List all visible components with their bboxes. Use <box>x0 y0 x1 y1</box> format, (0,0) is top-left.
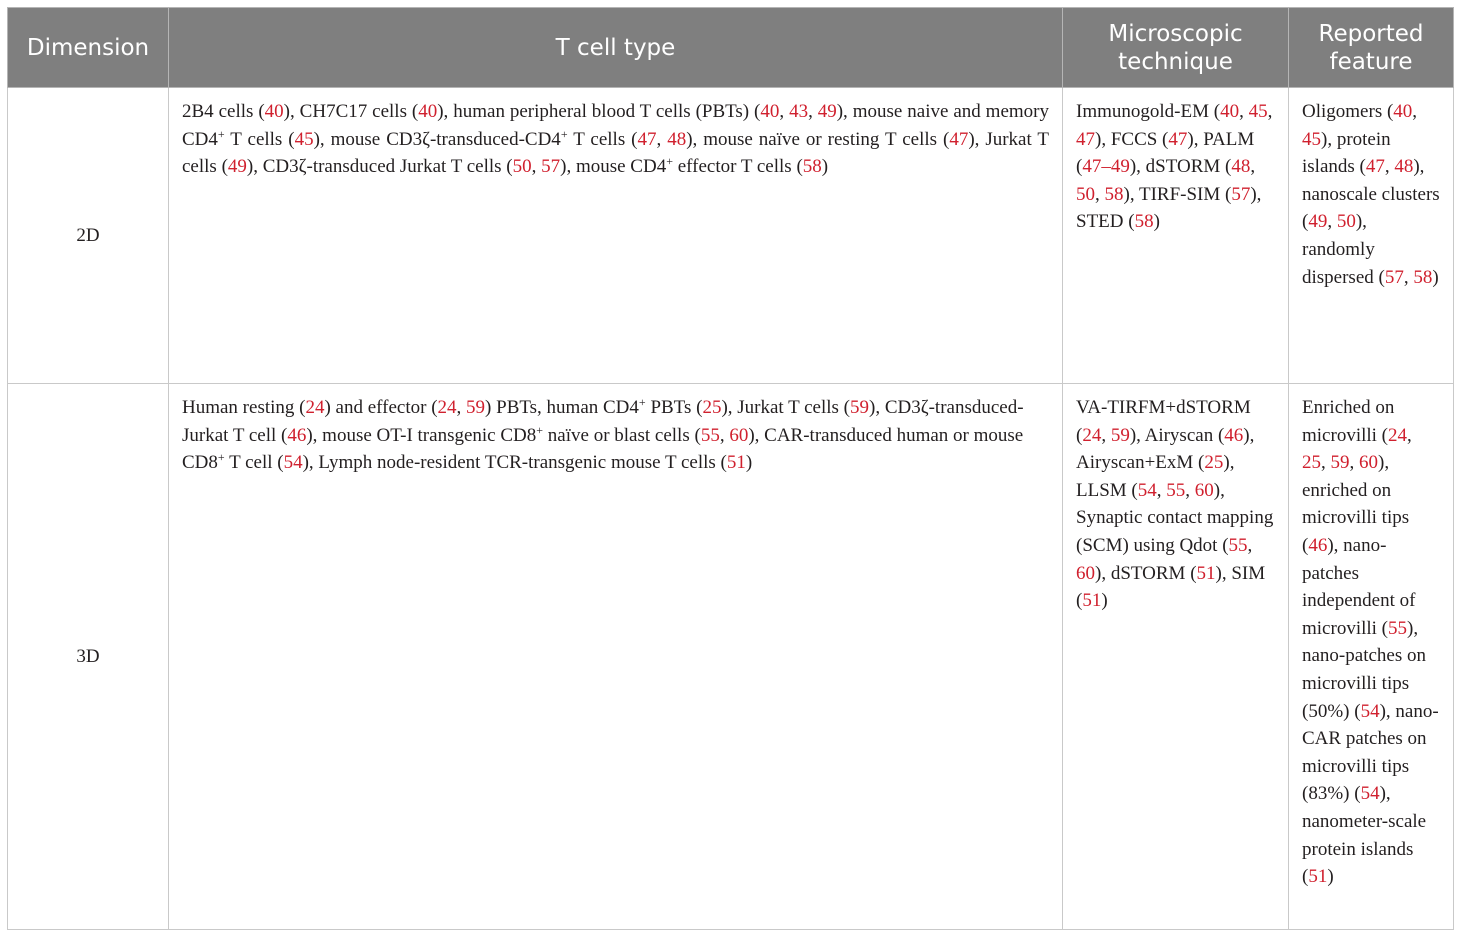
reference-link[interactable]: 57 <box>1231 183 1251 205</box>
reference-link[interactable]: 51 <box>1308 866 1328 888</box>
reference-link[interactable]: 59 <box>466 397 486 418</box>
reference-link[interactable]: 57 <box>1384 266 1404 288</box>
reference-link[interactable]: 45 <box>294 128 314 150</box>
reference-link[interactable]: 47 <box>949 128 969 150</box>
reference-link[interactable]: 47 <box>1168 128 1188 150</box>
superscript: + <box>217 126 225 141</box>
reference-link[interactable]: 49 <box>227 156 247 178</box>
reference-link[interactable]: 49 <box>1308 211 1328 233</box>
feature-cell: Enriched on microvilli (24, 25, 59, 60), enriched on microvilli tips (46), nano-patches independent of microvilli (55), nano-patches on microvilli tips (50%) (54), nano-CAR patches on microvilli tips (83%) (54), nanometer-scale protein islands (51) <box>1289 384 1454 930</box>
t-cell-type-cell: Human resting (24) and effector (24, 59) PBTs, human CD4+ PBTs (25), Jurkat T cells (59), CD3ζ-transduced-Jurkat T cell (46), mouse OT-I transgenic CD8+ naïve or blast cells (55, 60), CAR-transduced human or mouse CD8+ T cell (54), Lymph node-resident TCR-transgenic mouse T cells (51) <box>169 384 1063 930</box>
reference-link[interactable]: 25 <box>1302 452 1321 474</box>
header-reported-feature: Reported feature <box>1289 8 1454 88</box>
superscript: + <box>560 126 568 141</box>
reference-link[interactable]: 24 <box>1388 424 1408 446</box>
reference-link[interactable]: 55 <box>1228 534 1248 556</box>
reference-link[interactable]: 43 <box>789 101 809 122</box>
reference-link[interactable]: 40 <box>418 101 438 122</box>
reference-link[interactable]: 24 <box>305 397 325 418</box>
reference-link[interactable]: 40 <box>1220 101 1240 122</box>
reference-link[interactable]: 49 <box>817 101 837 122</box>
technique-cell: Immunogold-EM (40, 45, 47), FCCS (47), PALM (47–49), dSTORM (48, 50, 58), TIRF-SIM (57), STED (58) <box>1063 88 1289 384</box>
reference-link[interactable]: 55 <box>700 424 720 446</box>
table-row <box>8 88 1454 384</box>
reference-link[interactable]: 60 <box>729 424 749 446</box>
reference-link[interactable]: 24 <box>1082 424 1102 446</box>
reference-link[interactable]: 48 <box>1394 156 1414 178</box>
header-microscopic-technique: Microscopic technique <box>1063 8 1289 88</box>
reference-link[interactable]: 51 <box>726 452 746 474</box>
reference-link[interactable]: 46 <box>1308 534 1328 556</box>
reference-link[interactable]: 40 <box>760 101 780 122</box>
reference-link[interactable]: 51 <box>1196 562 1216 584</box>
reference-link[interactable]: 54 <box>1360 700 1380 722</box>
reference-link[interactable]: 50 <box>1076 183 1095 205</box>
superscript: + <box>638 394 646 409</box>
reference-link[interactable]: 47 <box>637 128 657 150</box>
reference-link[interactable]: 50 <box>512 156 532 178</box>
reference-link[interactable]: 55 <box>1388 617 1408 639</box>
superscript: + <box>536 422 544 437</box>
reference-link[interactable]: 60 <box>1076 562 1095 584</box>
reference-link[interactable]: 60 <box>1194 479 1214 501</box>
reference-link[interactable]: 45 <box>1302 128 1321 150</box>
superscript: + <box>217 450 225 464</box>
header-t-cell-type: T cell type <box>169 8 1063 88</box>
reference-link[interactable]: 25 <box>702 397 722 418</box>
t-cell-type-cell: 2B4 cells (40), CH7C17 cells (40), human peripheral blood T cells (PBTs) (40, 43, 49), mouse naive and memory CD4+ T cells (45), mouse CD3ζ-transduced-CD4+ T cells (47, 48), mouse naïve or resting T cells (47), Jurkat T cells (49), CD3ζ-transduced Jurkat T cells (50, 57), mouse CD4+ effector T cells (58) <box>169 88 1063 384</box>
feature-cell: Oligomers (40, 45), protein islands (47, 48), nanoscale clusters (49, 50), randomly dispersed (57, 58) <box>1289 88 1454 384</box>
reference-link[interactable]: 40 <box>1393 101 1413 122</box>
table-header-row <box>8 8 1454 88</box>
reference-link[interactable]: 57 <box>541 156 561 178</box>
reference-link[interactable]: 46 <box>1224 424 1244 446</box>
reference-link[interactable]: 40 <box>264 101 284 122</box>
dimension-cell: 2D <box>8 88 169 384</box>
reference-link[interactable]: 58 <box>1134 211 1154 233</box>
table-row <box>8 384 1454 930</box>
reference-link[interactable]: 46 <box>287 424 307 446</box>
reference-link[interactable]: 54 <box>283 452 303 474</box>
superscript: + <box>666 154 673 168</box>
technique-cell: VA-TIRFM+dSTORM (24, 59), Airyscan (46), Airyscan+ExM (25), LLSM (54, 55, 60), Synaptic contact mapping (SCM) using Qdot (55, 60), dSTORM (51), SIM (51) <box>1063 384 1289 930</box>
reference-link[interactable]: 58 <box>802 156 822 178</box>
reference-link[interactable]: 48 <box>1231 156 1251 178</box>
reference-link[interactable]: 59 <box>850 397 870 418</box>
reference-link[interactable]: 47 <box>1076 128 1095 150</box>
reference-link[interactable]: 60 <box>1359 452 1378 474</box>
dimension-cell: 3D <box>8 384 169 930</box>
reference-link[interactable]: 54 <box>1360 783 1380 805</box>
reference-link[interactable]: 25 <box>1204 452 1224 474</box>
reference-link[interactable]: 45 <box>1248 101 1268 122</box>
reference-link[interactable]: 47–49 <box>1082 156 1130 178</box>
reference-link[interactable]: 51 <box>1082 590 1102 612</box>
reference-link[interactable]: 59 <box>1110 424 1130 446</box>
reference-link[interactable]: 24 <box>437 397 457 418</box>
comparison-table <box>7 7 1454 930</box>
reference-link[interactable]: 58 <box>1413 266 1433 288</box>
reference-link[interactable]: 58 <box>1104 183 1124 205</box>
reference-link[interactable]: 55 <box>1166 479 1186 501</box>
reference-link[interactable]: 47 <box>1365 156 1385 178</box>
reference-link[interactable]: 48 <box>667 128 687 150</box>
reference-link[interactable]: 59 <box>1330 452 1350 474</box>
header-dimension: Dimension <box>8 8 169 88</box>
reference-link[interactable]: 54 <box>1137 479 1157 501</box>
reference-link[interactable]: 50 <box>1336 211 1356 233</box>
